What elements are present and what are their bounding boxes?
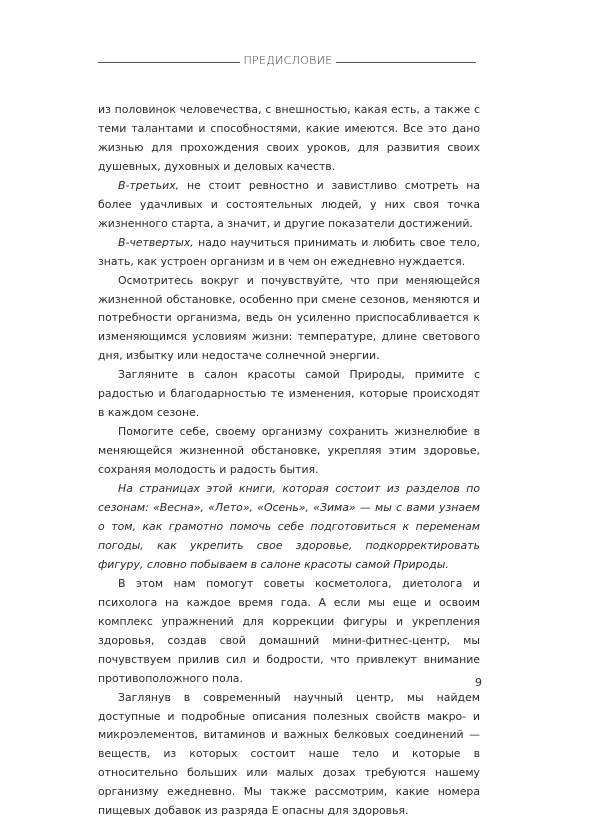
paragraph-7: На страницах этой книги, которая состоит из разделов по сезонам: «Весна», «Лето», «Осень», «Зима» — мы с вами узнаем о том, как грамотно помочь себе подготовиться к переменам погоды, как укрепить свое здоровье, подкорректировать фигуру, словно побываем в салоне красоты самой Природы. [98, 482, 480, 571]
paragraph-2-text: не стоит ревностно и завистливо смотреть на более удачливых и состоятельных людей, у них своя точка жизненного старта, а значит, и другие показатели достижений. [98, 178, 480, 230]
paragraph-3 [98, 234, 480, 272]
paragraph-6: Помогите себе, своему организму сохранить жизнелюбие в меняющейся жизненной обстановке, укрепляя этим здоровье, сохраняя молодость и радость бытия. [98, 425, 480, 477]
header-title: ПРЕДИСЛОВИЕ [243, 54, 333, 67]
paragraph-1: из половинок человечества, с внешностью, какая есть, а также с теми талантами и способностями, какие имеются. Все это дано жизнью для прохождения своих уроков, для развития своих душевных, духовных и деловых качеств. [98, 103, 480, 173]
running-header [98, 53, 476, 69]
paragraph-9: Заглянув в современный научный центр, мы найдем доступные и подробные описания полезных свойств макро- и микроэлементов, витаминов и важных белковых соединений — веществ, из которых состоит наше тело и которые в относительно больших или малых дозах требуются нашему организму ежедневно. Мы также рассмотрим, какие номера пищевых добавок из разряда Е опасны для здоровья. [98, 690, 480, 818]
header-rule-left [98, 62, 240, 63]
paragraph-3-lead: В-четвертых, [118, 235, 194, 249]
paragraph-3-text: надо научиться принимать и любить свое тело, знать, как устроен организм и в чем он ежедневно нуждается. [98, 235, 480, 268]
page-body [98, 101, 480, 821]
paragraph-5: Загляните в салон красоты самой Природы, примите с радостью и благодарностью те изменения, которые происходят в каждом сезоне. [98, 368, 480, 420]
paragraph-2 [98, 177, 480, 234]
paragraph-2-lead: В-третьих, [118, 178, 180, 192]
page-number: 9 [475, 676, 482, 689]
paragraph-4: Осмотритесь вокруг и почувствуйте, что при меняющейся жизненной обстановке, особенно при смене сезонов, меняются и потребности организма, ведь он усиленно приспосабливается к изменяющимся условиям жизни: температуре, длине светового дня, избытку или недостаче солнечной энергии. [98, 273, 480, 363]
header-rule-right [336, 62, 476, 63]
paragraph-8: В этом нам помогут советы косметолога, диетолога и психолога на каждое время года. А если мы еще и освоим комплекс упражнений для коррекции фигуры и укрепления здоровья, создав свой домашний мини-фитнес-центр, мы почувствуем прилив сил и бодрости, что привлекут внимание противоположного пола. [98, 576, 480, 685]
